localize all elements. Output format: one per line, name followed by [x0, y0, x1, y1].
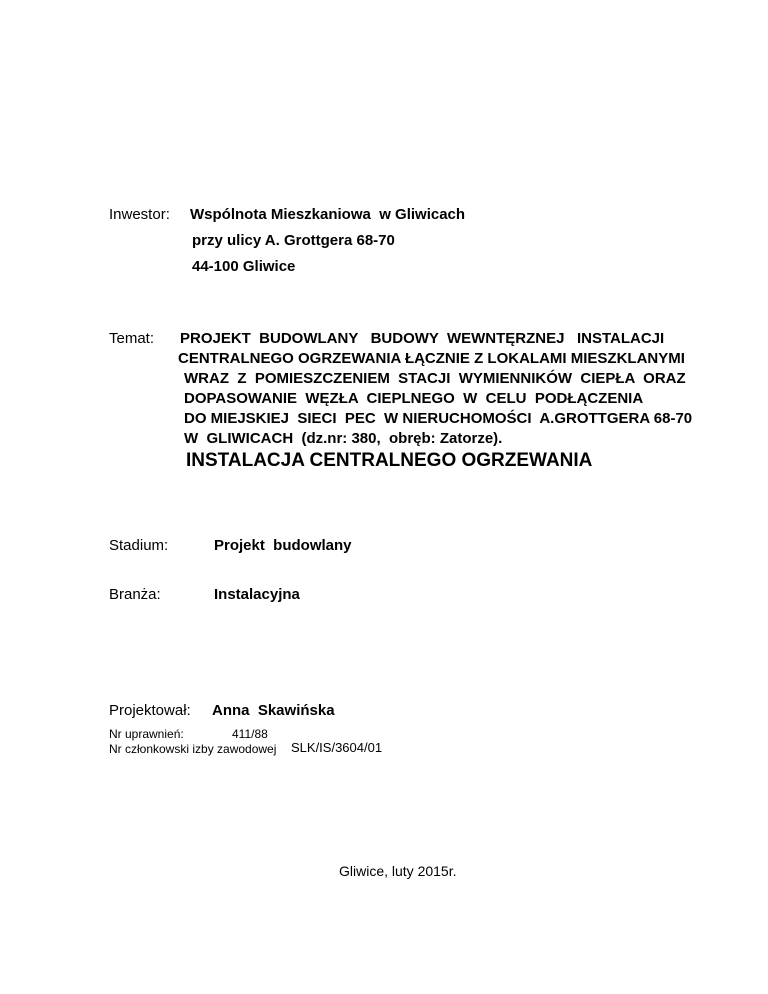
- topic-line-2: CENTRALNEGO OGRZEWANIA ŁĄCZNIE Z LOKALAMI MIESZKLANYMI: [178, 350, 685, 367]
- topic-line-4: DOPASOWANIE WĘZŁA CIEPLNEGO W CELU PODŁĄCZENIA: [184, 390, 644, 407]
- designer-name: Anna Skawińska: [212, 702, 335, 719]
- investor-street: przy ulicy A. Grottgera 68-70: [192, 232, 395, 249]
- branch-label: Branża:: [109, 586, 161, 603]
- license-value: 411/88: [232, 727, 268, 741]
- topic-label: Temat:: [109, 330, 155, 347]
- license-label: Nr uprawnień:: [109, 727, 184, 741]
- investor-label: Inwestor:: [109, 206, 170, 223]
- member-value: SLK/IS/3604/01: [291, 740, 383, 755]
- topic-line-3: WRAZ Z POMIESZCZENIEM STACJI WYMIENNIKÓW CIEPŁA ORAZ: [184, 370, 686, 387]
- branch-value: Instalacyjna: [214, 586, 300, 603]
- place-date: Gliwice, luty 2015r.: [339, 863, 457, 879]
- topic-subtitle: INSTALACJA CENTRALNEGO OGRZEWANIA: [186, 450, 593, 471]
- investor-city: 44-100 Gliwice: [192, 258, 296, 275]
- member-label: Nr członkowski izby zawodowej: [109, 742, 277, 756]
- topic-line-6: W GLIWICACH (dz.nr: 380, obręb: Zatorze).: [184, 430, 503, 447]
- stage-value: Projekt budowlany: [214, 537, 352, 554]
- designer-label: Projektował:: [109, 702, 191, 719]
- stage-label: Stadium:: [109, 537, 169, 554]
- topic-line-5: DO MIEJSKIEJ SIECI PEC W NIERUCHOMOŚCI A.GROTTGERA 68-70: [184, 410, 693, 427]
- investor-name: Wspólnota Mieszkaniowa w Gliwicach: [190, 206, 466, 223]
- topic-line-1: PROJEKT BUDOWLANY BUDOWY WEWNTĘRZNEJ INSTALACJI: [180, 330, 665, 347]
